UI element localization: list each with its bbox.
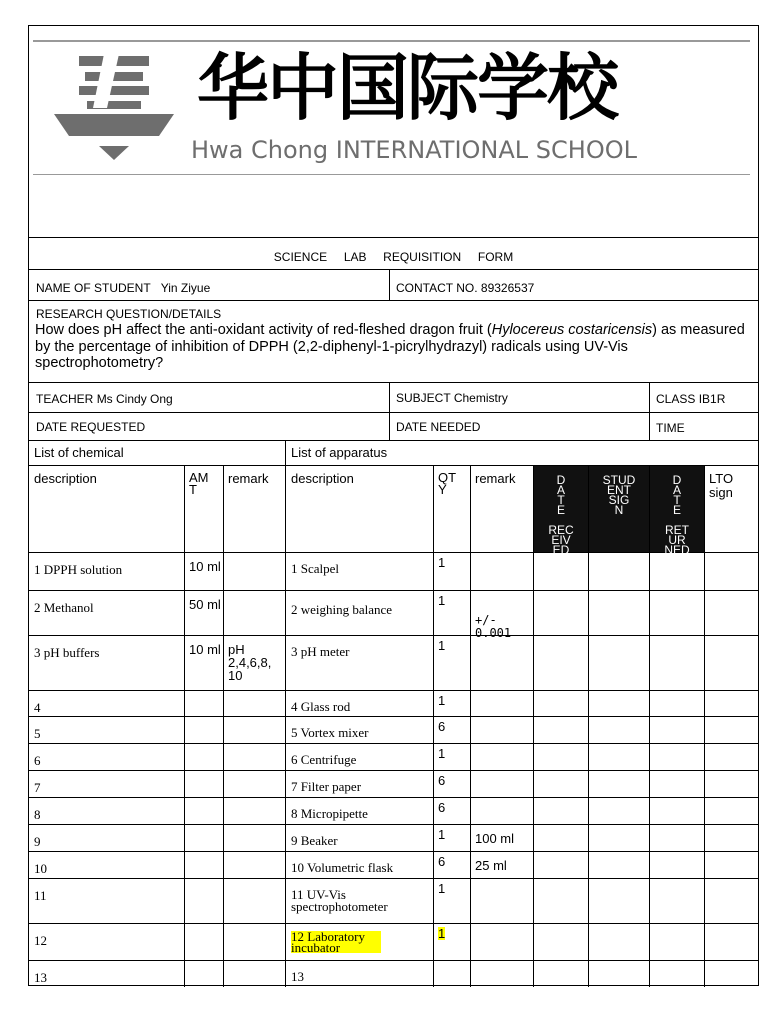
chemical-amount: 50 ml <box>189 597 221 612</box>
apparatus-name: 5 Vortex mixer <box>291 725 369 740</box>
apparatus-name: 6 Centrifuge <box>291 752 357 767</box>
apparatus-quantity: 1 <box>438 746 446 761</box>
apparatus-list-header: List of apparatus <box>291 445 388 460</box>
apparatus-quantity: 6 <box>438 719 446 734</box>
rule <box>184 465 185 987</box>
chemical-list-header: List of chemical <box>34 445 124 460</box>
chemical-name: 5 <box>34 726 41 741</box>
chemical-name: 6 <box>34 753 41 768</box>
col-apparatus-description: description <box>291 471 354 486</box>
rule <box>285 440 286 987</box>
apparatus-quantity: 1 <box>438 827 446 842</box>
col-quantity: QT Y <box>438 470 456 497</box>
requisition-form <box>28 25 759 986</box>
date-received-header <box>534 466 588 557</box>
chemical-name: 12 <box>34 933 47 948</box>
chemical-name: 1 DPPH solution <box>34 562 123 577</box>
col-apparatus-remark: remark <box>475 471 516 486</box>
title-word: REQUISITION <box>383 250 462 264</box>
apparatus-quantity: 1 <box>438 638 446 653</box>
rule <box>389 269 390 300</box>
chemical-remark: pH 2,4,6,8, 10 <box>228 642 272 683</box>
apparatus-quantity: 1 <box>438 693 446 708</box>
apparatus-quantity: 6 <box>438 854 446 869</box>
apparatus-name: 7 Filter paper <box>291 779 362 794</box>
contact-field <box>396 282 534 295</box>
rule <box>433 465 434 987</box>
apparatus-quantity: 1 <box>438 881 446 896</box>
date-needed-label: DATE NEEDED <box>396 420 481 434</box>
rule <box>223 465 224 987</box>
apparatus-name: 3 pH meter <box>291 644 350 659</box>
chemical-amount: 10 ml <box>189 559 221 574</box>
date-returned-header <box>650 466 704 557</box>
date-requested-label: DATE REQUESTED <box>36 420 146 434</box>
teacher-label: TEACHER <box>36 392 94 406</box>
research-question-text <box>35 322 745 372</box>
school-name-english: Hwa Chong INTERNATIONAL SCHOOL <box>191 136 637 164</box>
research-question-label: RESEARCH QUESTION/DETAILS <box>36 307 222 321</box>
teacher-field <box>36 393 173 406</box>
apparatus-name: 8 Micropipette <box>291 806 368 821</box>
date-returned-label: D A T E RET UR NED <box>664 473 690 557</box>
contact-label: CONTACT NO. <box>396 281 478 295</box>
student-name-field <box>36 282 210 295</box>
chemical-name: 3 pH buffers <box>34 645 100 660</box>
apparatus-name: 2 weighing balance <box>291 602 393 617</box>
chemical-name: 11 <box>34 888 47 903</box>
header-rule-bottom <box>33 174 750 175</box>
chemical-name: 8 <box>34 807 41 822</box>
apparatus-quantity: 1 <box>438 926 446 941</box>
title-word: SCIENCE <box>273 250 328 264</box>
rule <box>29 440 758 441</box>
apparatus-name: 4 Glass rod <box>291 699 351 714</box>
student-name-value: Yin Ziyue <box>160 281 211 295</box>
class-value: IB1R <box>698 392 726 406</box>
col-lto-sign: LTO sign <box>709 471 734 500</box>
col-description: description <box>34 471 97 486</box>
school-name-chinese: 华中国际学校 <box>197 46 618 130</box>
chemical-name: 2 Methanol <box>34 600 94 615</box>
apparatus-remark: 100 ml <box>475 831 515 846</box>
rule <box>29 237 758 238</box>
apparatus-name: 9 Beaker <box>291 833 338 848</box>
apparatus-name: 10 Volumetric flask <box>291 860 394 875</box>
apparatus-name: 12 Laboratory incubator <box>291 931 381 953</box>
header-rule-top <box>33 40 750 42</box>
apparatus-quantity: 1 <box>438 555 446 570</box>
date-received-label: D A T E REC EIV ED <box>548 473 574 557</box>
subject-field <box>396 392 508 405</box>
chemical-name: 10 <box>34 861 47 876</box>
class-label: CLASS <box>656 392 696 406</box>
chemical-name: 4 <box>34 700 41 715</box>
contact-value: 89326537 <box>480 281 535 295</box>
chemical-name: 7 <box>34 780 41 795</box>
subject-value: Chemistry <box>453 391 508 405</box>
apparatus-remark: 25 ml <box>475 858 507 873</box>
title-word: LAB <box>343 250 367 264</box>
apparatus-remark: +/- 0.001 <box>475 613 512 640</box>
subject-label: SUBJECT <box>396 391 451 405</box>
time-label: TIME <box>656 421 685 435</box>
rq-text-part: ) as measured by the percentage of inhibition of DPPH (2,2-diphenyl-1-picrylhydrazyl) radicals using UV-Vis spectrophotometry? <box>35 322 745 371</box>
teacher-value: Ms Cindy Ong <box>96 392 173 406</box>
class-field <box>656 393 725 406</box>
school-header <box>29 26 758 238</box>
title-word: FORM <box>477 250 514 264</box>
apparatus-name: 1 Scalpel <box>291 561 340 576</box>
apparatus-name: 13 <box>291 969 304 984</box>
chemical-name: 13 <box>34 970 47 985</box>
student-name-label: NAME OF STUDENT <box>36 281 151 295</box>
rule <box>29 269 758 270</box>
form-title <box>29 251 758 264</box>
chemical-amount: 10 ml <box>189 642 221 657</box>
apparatus-quantity: 6 <box>438 800 446 815</box>
apparatus-name: 11 UV-Vis spectrophotometer <box>291 887 388 914</box>
rule <box>470 465 471 987</box>
school-logo-icon <box>49 46 179 164</box>
chemical-name: 9 <box>34 834 41 849</box>
col-amount: AM T <box>189 470 209 497</box>
apparatus-quantity: 1 <box>438 593 446 608</box>
rule <box>29 300 758 301</box>
col-remark: remark <box>228 471 269 486</box>
rule <box>649 382 650 440</box>
rq-species: Hylocereus costaricensis <box>491 322 653 338</box>
apparatus-quantity: 6 <box>438 773 446 788</box>
rq-text-part: How does pH affect the anti-oxidant activity of red-fleshed dragon fruit ( <box>35 322 492 338</box>
student-sign-label: STUD ENT SIG N <box>602 473 636 517</box>
rule <box>389 382 390 440</box>
